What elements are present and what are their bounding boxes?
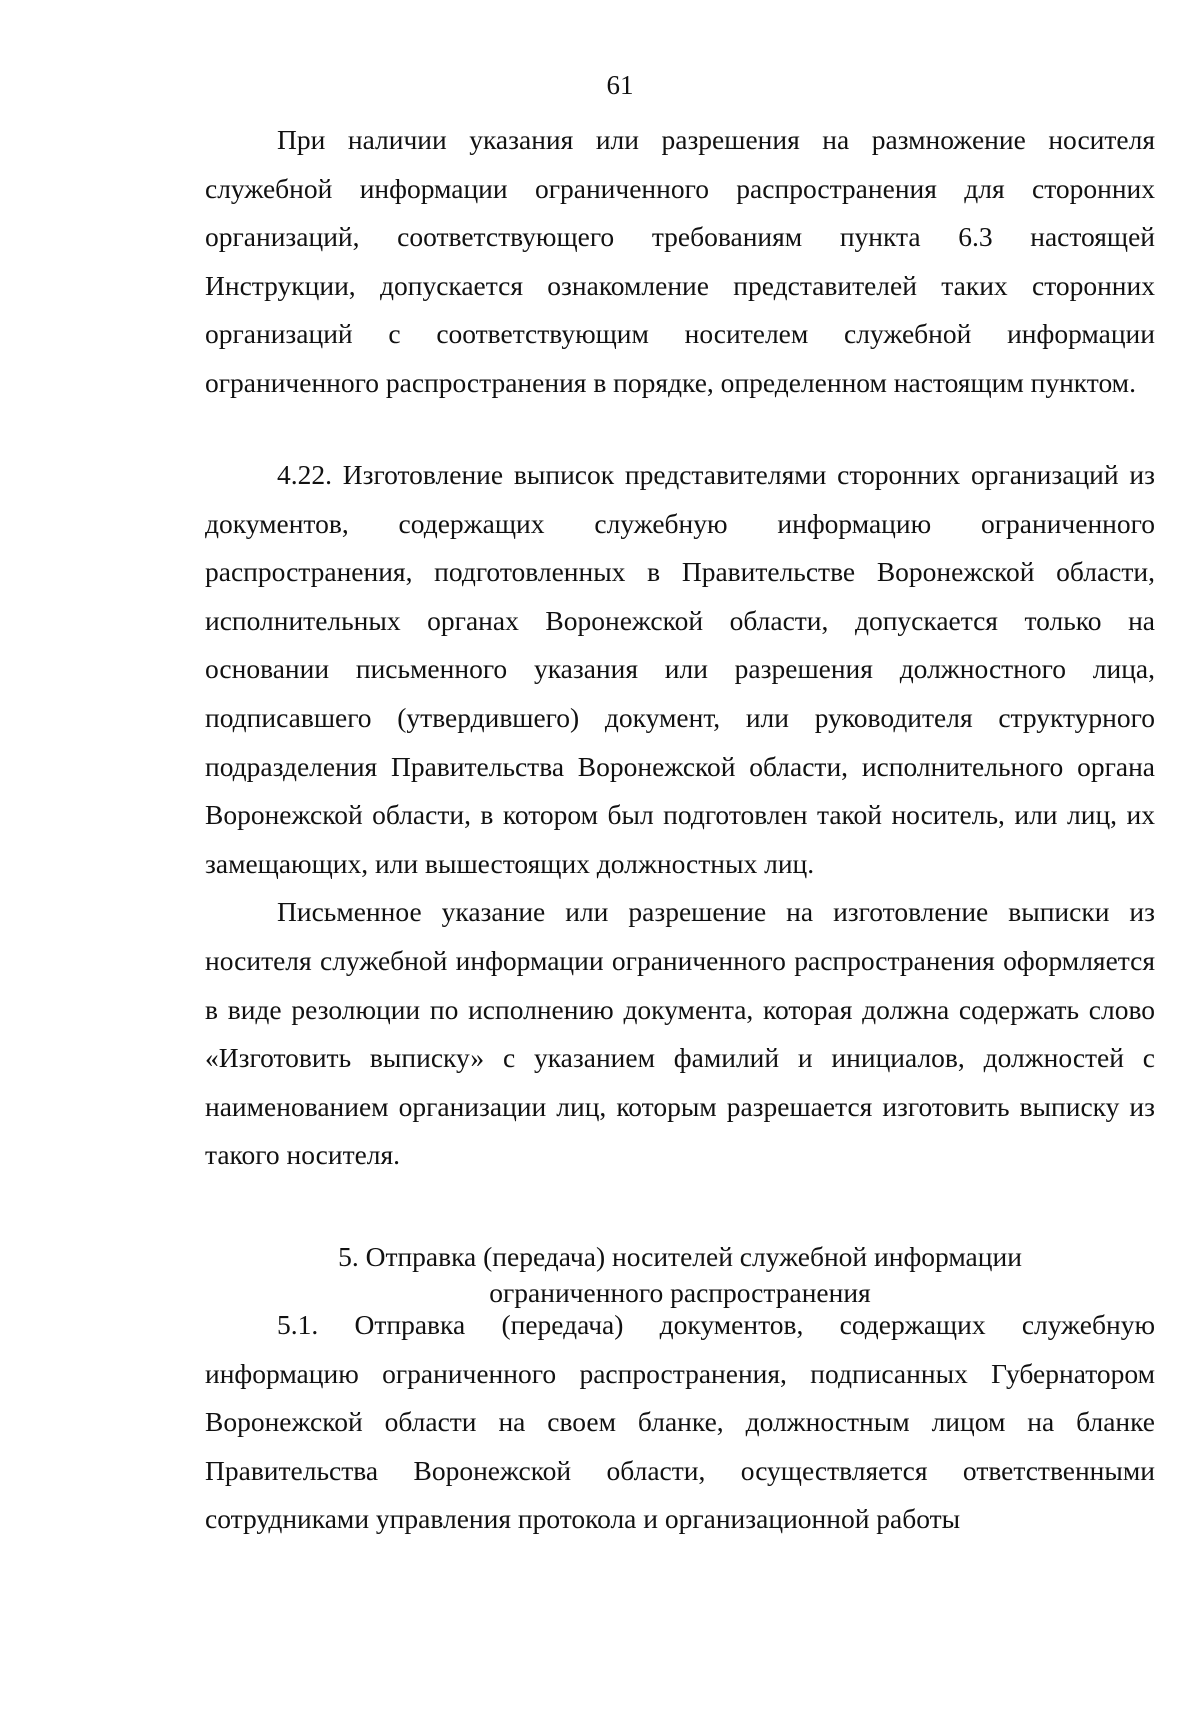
text-block-bottom	[205, 1301, 1155, 1544]
paragraph: 5.1. Отправка (передача) документов, содержащих служебную информацию ограниченного распространения, подписанных Губернатором Воронежской области на своем бланке, должностным лицом на бланке Правительства Воронежской области, осуществляется ответственными сотрудниками управления протокола и организационной работы	[205, 1309, 1155, 1535]
text-block-middle	[205, 451, 1155, 1180]
page-number: 61	[606, 70, 634, 100]
paragraph: Письменное указание или разрешение на изготовление выписки из носителя служебной информации ограниченного распространения оформляется в виде резолюции по исполнению документа, которая должна содержать слово «Изготовить выписку» с указанием фамилий и инициалов, должностей с наименованием организации лиц, которым разрешается изготовить выписку из такого носителя.	[205, 896, 1155, 1171]
paragraph: При наличии указания или разрешения на размножение носителя служебной информации ограниченного распространения для сторонних организаций, соответствующего требованиям пункта 6.3 настоящей Инструкции, допускается ознакомление представителей таких сторонних организаций с соответствующим носителем служебной информации ограниченного распространения в порядке, определенном настоящим пунктом.	[205, 124, 1155, 398]
section-heading-line: ограниченного распространения	[489, 1277, 871, 1308]
section-heading-line: 5. Отправка (передача) носителей служебной информации	[338, 1241, 1022, 1272]
paragraph: 4.22. Изготовление выписок представителями сторонних организаций из документов, содержащих служебную информацию ограниченного распространения, подготовленных в Правительстве Воронежской области, исполнительных органах Воронежской области, допускается только на основании письменного указания или разрешения должностного лица, подписавшего (утвердившего) документ, или руководителя структурного подразделения Правительства Воронежской области, исполнительного органа Воронежской области, в котором был подготовлен такой носитель, или лиц, их замещающих, или вышестоящих должностных лиц.	[205, 459, 1155, 879]
text-block-top	[205, 116, 1155, 408]
